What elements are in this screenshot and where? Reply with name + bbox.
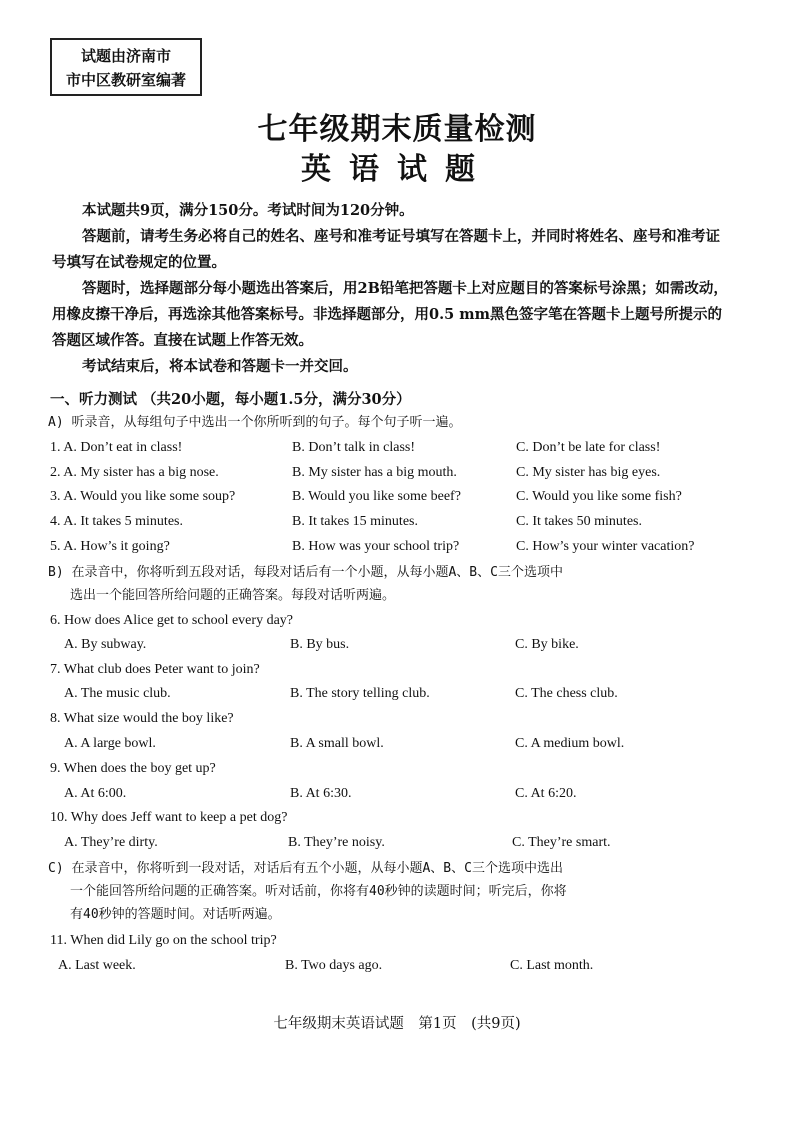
publisher-stamp [50, 38, 202, 96]
exam-title: 七年级期末质量检测 [257, 112, 537, 147]
exam-subtitle: 英语试题 [301, 152, 493, 187]
instruction-2: 答题前，请考生务必将自己的姓名、座号和准考证号填写在答题卡上，并同时将姓名、座号和准考证号填写在试卷规定的位置。 [52, 228, 720, 271]
instructions [52, 198, 732, 380]
option-a: A. A large bowl. [64, 736, 156, 751]
option-c: C. Don’t be late for class! [516, 440, 661, 455]
option-a: 5. A. How’s it going? [50, 539, 170, 554]
stamp-line-1: 试题由济南市 [80, 47, 171, 65]
instruction-1: 本试题共9页，满分150分。考试时间为120分钟。 [82, 202, 414, 219]
option-b: B. Two days ago. [285, 958, 383, 973]
question-stem: 11. When did Lily go on the school trip? [50, 933, 277, 948]
option-c: C. They’re smart. [512, 835, 611, 850]
option-b: B. It takes 15 minutes. [292, 514, 418, 529]
question-row [50, 539, 750, 563]
options-row [64, 835, 764, 859]
option-b: B. A small bowl. [290, 736, 384, 751]
option-a: 2. A. My sister has a big nose. [50, 465, 219, 480]
option-c: C. It takes 50 minutes. [516, 514, 642, 529]
part-a-instruction: A) 听录音，从每组句子中选出一个你所听到的句子。每个句子听一遍。 [48, 415, 462, 430]
option-a: A. They’re dirty. [64, 835, 158, 850]
options-row [64, 736, 764, 760]
option-a: 4. A. It takes 5 minutes. [50, 514, 183, 529]
options-row [58, 958, 758, 982]
question-row [50, 489, 750, 513]
question-stem: 8. What size would the boy like? [50, 711, 234, 726]
option-b: B. Would you like some beef? [292, 489, 461, 504]
option-b: B. They’re noisy. [288, 835, 385, 850]
option-a: A. By subway. [64, 637, 147, 652]
option-c: C. Last month. [510, 958, 594, 973]
question-stem: 10. Why does Jeff want to keep a pet dog? [50, 810, 288, 825]
question-row [50, 514, 750, 538]
options-row [64, 786, 764, 810]
option-c: C. Would you like some fish? [516, 489, 682, 504]
part-c-instruction: C) 在录音中，你将听到一段对话，对话后有五个小题，从每小题A、B、C三个选项中选出 一个能回答所给问题的正确答案。听对话前，你将有40秒钟的读题时间；听完后，你将 有40秒钟的答题时间。对话听两遍。 [48, 861, 567, 922]
option-c: C. By bike. [515, 637, 579, 652]
options-row [64, 637, 764, 661]
option-c: C. How’s your winter vacation? [516, 539, 695, 554]
option-c: C. At 6:20. [515, 786, 577, 801]
option-a: 3. A. Would you like some soup? [50, 489, 236, 504]
option-a: A. At 6:00. [64, 786, 127, 801]
page-footer: 七年级期末英语试题 第1页 (共9页) [273, 1016, 521, 1032]
part-b-instruction: B) 在录音中，你将听到五段对话，每段对话后有一个小题，从每小题A、B、C三个选项中 选出一个能回答所给问题的正确答案。每段对话听两遍。 [48, 565, 563, 603]
option-a: A. The music club. [64, 686, 171, 701]
instruction-4: 考试结束后，将本试卷和答题卡一并交回。 [82, 358, 358, 375]
question-stem: 6. How does Alice get to school every day? [50, 613, 293, 628]
instruction-3: 答题时，选择题部分每小题选出答案后，用2B铅笔把答题卡上对应题目的答案标号涂黑；如需改动，用橡皮擦干净后，再选涂其他答案标号。非选择题部分，用0.5 mm黑色签字笔在答题卡上题号所提示的答题区域作答。直接在试题上作答无效。 [52, 280, 728, 349]
option-b: B. My sister has a big mouth. [292, 465, 457, 480]
question-stem: 7. What club does Peter want to join? [50, 662, 260, 677]
option-b: B. The story telling club. [290, 686, 430, 701]
option-b: B. By bus. [290, 637, 350, 652]
option-c: C. My sister has big eyes. [516, 465, 661, 480]
option-c: C. The chess club. [515, 686, 618, 701]
options-row [64, 686, 764, 710]
option-b: B. How was your school trip? [292, 539, 460, 554]
stamp-line-2: 市中区教研室编著 [65, 71, 186, 89]
question-row [50, 465, 750, 489]
option-b: B. At 6:30. [290, 786, 352, 801]
option-c: C. A medium bowl. [515, 736, 625, 751]
section-heading: 一、听力测试 （共20小题，每小题1.5分，满分30分） [50, 391, 411, 408]
option-b: B. Don’t talk in class! [292, 440, 416, 455]
question-row [50, 440, 750, 464]
option-a: A. Last week. [58, 958, 136, 973]
option-a: 1. A. Don’t eat in class! [50, 440, 183, 455]
question-stem: 9. When does the boy get up? [50, 761, 216, 776]
